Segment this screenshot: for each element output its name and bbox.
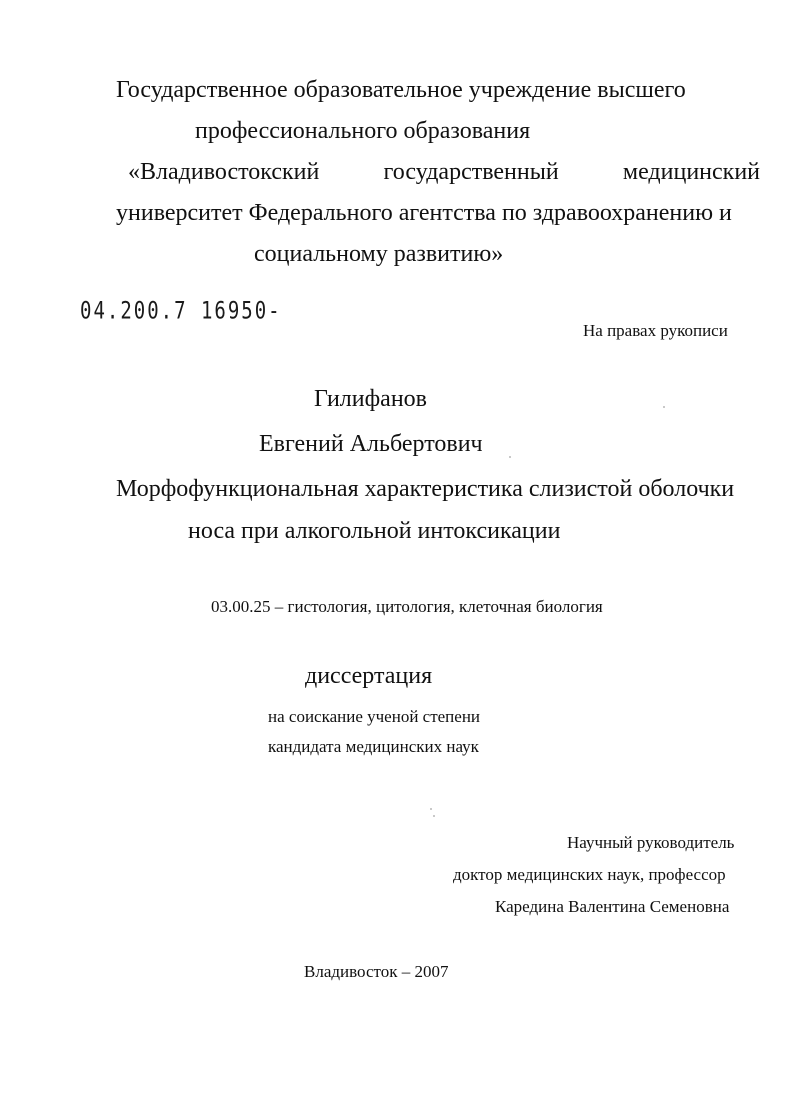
work-type: диссертация [305, 663, 433, 689]
scan-speck [663, 406, 665, 408]
specialty-code: 03.00.25 – гистология, цитология, клеточная биология [211, 597, 603, 616]
supervisor-position: доктор медицинских наук, профессор [453, 865, 726, 884]
institution-line-3 [128, 160, 760, 184]
library-stamp-number: 04.200.7 16950- [80, 297, 282, 325]
degree-line-1: на соискание ученой степени [268, 707, 481, 726]
institution-line-5: социальному развитию» [254, 241, 504, 267]
scan-speck [509, 456, 511, 458]
institution-word-1: «Владивостокский [128, 159, 320, 185]
institution-line-4: университет Федерального агентства по здравоохранению и [116, 200, 732, 226]
rights-note: На правах рукописи [583, 321, 728, 340]
author-given-names: Евгений Альбертович [259, 431, 483, 457]
institution-word-2: государственный [383, 159, 559, 185]
degree-line-2: кандидата медицинских наук [268, 737, 479, 756]
dissertation-title-line-2: носа при алкогольной интоксикации [188, 518, 561, 544]
institution-line-2: профессионального образования [195, 118, 531, 144]
supervisor-label: Научный руководитель [567, 833, 735, 852]
author-surname: Гилифанов [314, 386, 428, 412]
dissertation-title-line-1: Морфофункциональная характеристика слизистой оболочки [116, 476, 735, 502]
supervisor-name: Каредина Валентина Семеновна [495, 897, 730, 916]
institution-line-1: Государственное образовательное учреждение высшего [116, 77, 686, 103]
institution-word-3: медицинский [622, 159, 760, 185]
scan-speck [433, 815, 435, 817]
place-and-year: Владивосток – 2007 [304, 962, 449, 981]
scan-speck [430, 808, 432, 810]
